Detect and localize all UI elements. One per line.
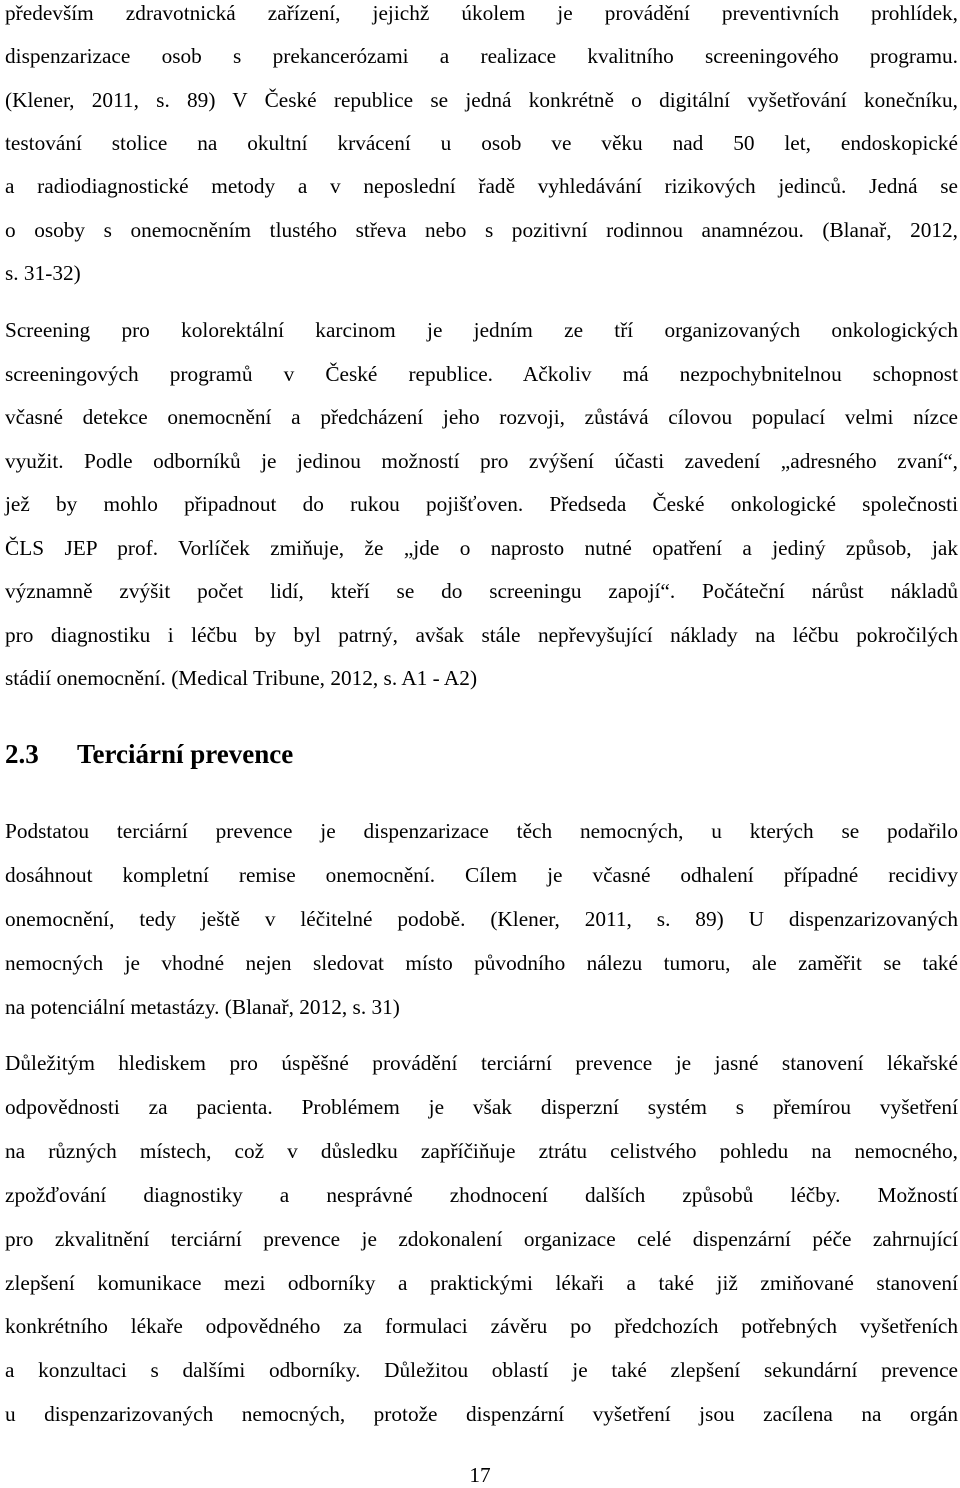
text-line: u dispenzarizovaných nemocných, protože dispenzární vyšetření jsou zacílena na orgán bbox=[5, 1402, 958, 1426]
text-line: testování stolice na okultní krvácení u osob ve věku nad 50 let, endoskopické bbox=[5, 131, 958, 155]
text-line: především zdravotnická zařízení, jejichž úkolem je provádění preventivních prohlídek, bbox=[5, 1, 958, 25]
text-line: dispenzarizace osob s prekancerózami a realizace kvalitního screeningového programu. bbox=[5, 44, 958, 68]
text-line: včasné detekce onemocnění a předcházení jeho rozvoji, zůstává cílovou populací velmi nízce bbox=[5, 405, 958, 429]
page-number: 17 bbox=[469, 1463, 491, 1487]
text-line: významně zvýšit počet lidí, kteří se do screeningu zapojí“. Počáteční nárůst nákladů bbox=[5, 579, 958, 603]
section-number: 2.3 bbox=[5, 739, 39, 769]
text-line: screeningových programů v České republice. Ačkoliv má nezpochybnitelnou schopnost bbox=[5, 362, 958, 386]
text-line: (Klener, 2011, s. 89) V České republice se jedná konkrétně o digitální vyšetřování konečníku, bbox=[5, 88, 958, 112]
text-line: Screening pro kolorektální karcinom je jedním ze tří organizovaných onkologických bbox=[5, 318, 958, 342]
text-line: Podstatou terciární prevence je dispenzarizace těch nemocných, u kterých se podařilo bbox=[5, 819, 958, 843]
text-line: pro zkvalitnění terciární prevence je zdokonalení organizace celé dispenzární péče zahrnující bbox=[5, 1227, 958, 1251]
text-line: konkrétního lékaře odpovědného za formulaci závěru po předchozích potřebných vyšetřeních bbox=[5, 1314, 958, 1338]
text-line: využit. Podle odborníků je jedinou možností pro zvýšení účasti zavedení „adresného zvaní“, bbox=[5, 449, 958, 473]
section-title: Terciární prevence bbox=[77, 739, 294, 769]
text-line: o osoby s onemocněním tlustého střeva nebo s pozitivní rodinnou anamnézou. (Blanař, 2012, bbox=[5, 218, 958, 242]
text-line: pro diagnostiku i léčbu by byl patrný, avšak stále nepřevyšující náklady na léčbu pokročilých bbox=[5, 623, 958, 647]
text-line: zlepšení komunikace mezi odborníky a praktickými lékaři a také již zmiňované stanovení bbox=[5, 1271, 958, 1295]
text-line: odpovědnosti za pacienta. Problémem je však disperzní systém s přemírou vyšetření bbox=[5, 1095, 958, 1119]
text-line: stádií onemocnění. (Medical Tribune, 2012, s. A1 - A2) bbox=[5, 666, 478, 690]
text-line: na potenciální metastázy. (Blanař, 2012, s. 31) bbox=[5, 995, 400, 1019]
text-line: ČLS JEP prof. Vorlíček zmiňuje, že „jde o naprosto nutné opatření a jediný způsob, jak bbox=[5, 536, 958, 560]
text-line: Důležitým hlediskem pro úspěšné provádění terciární prevence je jasné stanovení lékařské bbox=[5, 1051, 958, 1075]
text-line: s. 31-32) bbox=[5, 261, 81, 285]
text-line: dosáhnout kompletní remise onemocnění. Cílem je včasné odhalení případné recidivy bbox=[5, 863, 958, 887]
text-line: nemocných je vhodné nejen sledovat místo původního nálezu tumoru, ale zaměřit se také bbox=[5, 951, 958, 975]
text-line: jež by mohlo připadnout do rukou pojišťoven. Předseda České onkologické společnosti bbox=[5, 492, 958, 516]
text-line: onemocnění, tedy ještě v léčitelné podobě. (Klener, 2011, s. 89) U dispenzarizovaných bbox=[5, 907, 958, 931]
text-line: na různých místech, což v důsledku zapříčiňuje ztrátu celistvého pohledu na nemocného, bbox=[5, 1139, 958, 1163]
text-line: a radiodiagnostické metody a v neposlední řadě vyhledávání rizikových jedinců. Jedná se bbox=[5, 174, 958, 198]
text-line: a konzultaci s dalšími odborníky. Důležitou oblastí je také zlepšení sekundární prevence bbox=[5, 1358, 958, 1382]
section-heading bbox=[5, 737, 293, 771]
text-line: zpožďování diagnostiky a nesprávné zhodnocení dalších způsobů léčby. Možností bbox=[5, 1183, 958, 1207]
